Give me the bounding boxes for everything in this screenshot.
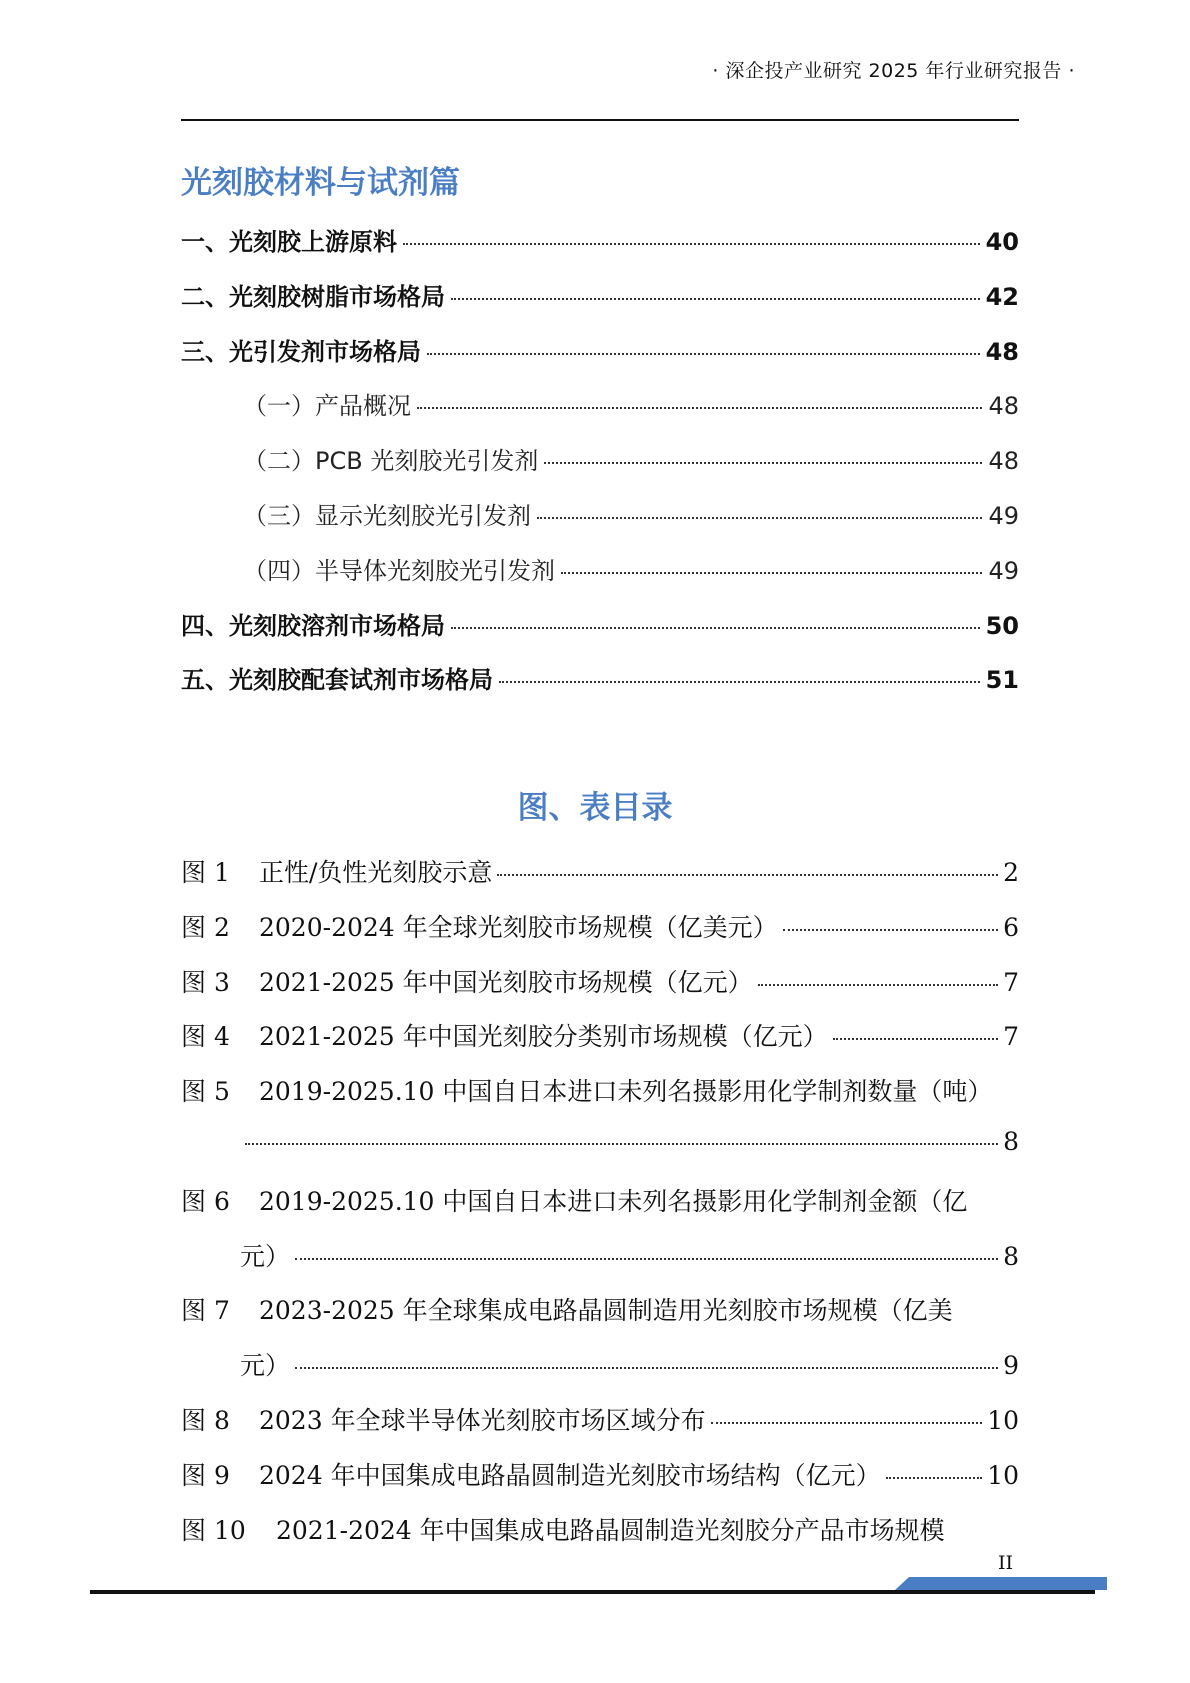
toc-entry[interactable]: [181, 606, 1019, 661]
dot-leader: [417, 407, 982, 409]
figure-page: 7: [1003, 967, 1019, 997]
toc-entry-page: 48: [988, 447, 1019, 476]
toc-entry-page: 48: [988, 392, 1019, 421]
toc-entry[interactable]: [181, 660, 1019, 715]
toc-entry-page: 51: [985, 666, 1019, 695]
figure-page: 2: [1003, 858, 1019, 887]
figure-entry[interactable]: [181, 1456, 1019, 1511]
running-header: · 深企投产业研究 2025 年行业研究报告 ·: [712, 60, 1075, 82]
figure-caption: 正性/负性光刻胶示意: [259, 858, 493, 887]
figure-caption: 2019-2025.10 中国自日本进口未列名摄影用化学制剂数量（吨）: [259, 1077, 993, 1107]
toc-entry-label: 三、光引发剂市场格局: [181, 337, 421, 366]
figure-entry-continuation[interactable]: [181, 1346, 1019, 1401]
figure-entry[interactable]: [181, 1511, 1019, 1566]
toc-entry-label: 四、光刻胶溶剂市场格局: [181, 611, 445, 640]
figure-page: 7: [1003, 1022, 1019, 1052]
figure-page: 8: [1003, 1126, 1019, 1156]
toc-list: [181, 222, 1019, 715]
toc-entry-label: （二）PCB 光刻胶光引发剂: [243, 447, 539, 476]
figure-entry[interactable]: [181, 1017, 1019, 1072]
dot-leader: [758, 984, 998, 986]
toc-entry[interactable]: [181, 277, 1019, 332]
dot-leader: [711, 1422, 983, 1424]
toc-subentry[interactable]: [181, 551, 1019, 606]
toc-entry-label: 一、光刻胶上游原料: [181, 228, 397, 256]
toc-entry[interactable]: [181, 332, 1019, 387]
figure-entry-continuation[interactable]: [181, 1237, 1019, 1292]
figure-caption: 2021-2025 年中国光刻胶分类别市场规模（亿元）: [259, 1022, 828, 1052]
figure-number: 图 3: [181, 967, 230, 997]
figure-entry[interactable]: [181, 853, 1019, 908]
figure-entry[interactable]: [181, 1401, 1019, 1456]
toc-subentry[interactable]: [181, 386, 1019, 441]
figure-number: 图 5: [181, 1077, 230, 1107]
figure-page: 9: [1003, 1351, 1019, 1381]
figure-caption-continued: 元）: [240, 1241, 291, 1271]
figure-entry[interactable]: [181, 1182, 1019, 1237]
toc-entry-label: （一）产品概况: [243, 392, 411, 421]
toc-subentry[interactable]: [181, 441, 1019, 496]
dot-leader: [245, 1143, 998, 1145]
toc-entry-label: 五、光刻胶配套试剂市场格局: [181, 666, 493, 695]
toc-entry-label: （三）显示光刻胶光引发剂: [243, 501, 531, 530]
toc-entry-label: （四）半导体光刻胶光引发剂: [243, 556, 555, 585]
figure-number: 图 7: [181, 1296, 230, 1326]
dot-leader: [544, 462, 982, 464]
footer-accent-bar: [895, 1577, 1107, 1590]
figure-page: 6: [1003, 912, 1019, 942]
figure-caption: 2020-2024 年全球光刻胶市场规模（亿美元）: [259, 912, 778, 942]
figure-entry[interactable]: [181, 963, 1019, 1018]
figure-list: [181, 853, 1019, 1565]
figure-page: 10: [987, 1460, 1019, 1490]
figure-entry[interactable]: [181, 908, 1019, 963]
figures-list-title: 图、表目录: [517, 790, 673, 826]
section-title: 光刻胶材料与试剂篇: [181, 165, 460, 201]
figure-number: 图 8: [181, 1405, 230, 1435]
figure-entry[interactable]: [181, 1072, 1019, 1127]
dot-leader: [403, 243, 980, 245]
toc-entry-page: 40: [985, 228, 1019, 256]
dot-leader: [886, 1477, 983, 1479]
figure-caption: 2021-2024 年中国集成电路晶圆制造光刻胶分产品市场规模: [276, 1515, 945, 1545]
toc-entry-page: 49: [988, 501, 1019, 530]
dot-leader: [537, 517, 982, 519]
figure-number: 图 2: [181, 912, 230, 942]
figure-caption: 2021-2025 年中国光刻胶市场规模（亿元）: [259, 967, 753, 997]
figure-number: 图 1: [181, 858, 230, 887]
figure-caption-continued: 元）: [240, 1351, 291, 1381]
figure-caption: 2019-2025.10 中国自日本进口未列名摄影用化学制剂金额（亿: [259, 1186, 968, 1216]
figure-caption: 2023-2025 年全球集成电路晶圆制造用光刻胶市场规模（亿美: [259, 1296, 953, 1326]
dot-leader: [833, 1038, 998, 1040]
figure-page: 10: [987, 1405, 1019, 1435]
figure-entry[interactable]: [181, 1291, 1019, 1346]
figure-number: 图 9: [181, 1460, 230, 1490]
dot-leader: [451, 298, 980, 300]
dot-leader: [497, 874, 998, 876]
toc-entry-label: 二、光刻胶树脂市场格局: [181, 282, 445, 311]
figure-entry-continuation[interactable]: [181, 1127, 1019, 1182]
figure-number: 图 6: [181, 1186, 230, 1216]
dot-leader: [783, 929, 998, 931]
toc-entry[interactable]: [181, 222, 1019, 277]
footer-rule: [90, 1590, 1095, 1594]
header-rule: [181, 119, 1019, 121]
dot-leader: [295, 1258, 998, 1260]
page-number: II: [997, 1552, 1013, 1574]
dot-leader: [295, 1367, 998, 1369]
toc-entry-page: 42: [985, 282, 1019, 311]
dot-leader: [561, 572, 982, 574]
toc-entry-page: 49: [988, 556, 1019, 585]
toc-entry-page: 48: [985, 337, 1019, 366]
figure-page: 8: [1003, 1241, 1019, 1271]
figure-number: 图 4: [181, 1022, 230, 1052]
toc-subentry[interactable]: [181, 496, 1019, 551]
toc-entry-page: 50: [985, 611, 1019, 640]
dot-leader: [499, 681, 980, 683]
dot-leader: [427, 353, 980, 355]
figure-number: 图 10: [181, 1515, 246, 1545]
dot-leader: [451, 627, 980, 629]
figure-caption: 2024 年中国集成电路晶圆制造光刻胶市场结构（亿元）: [259, 1460, 881, 1490]
figure-caption: 2023 年全球半导体光刻胶市场区域分布: [259, 1405, 706, 1435]
